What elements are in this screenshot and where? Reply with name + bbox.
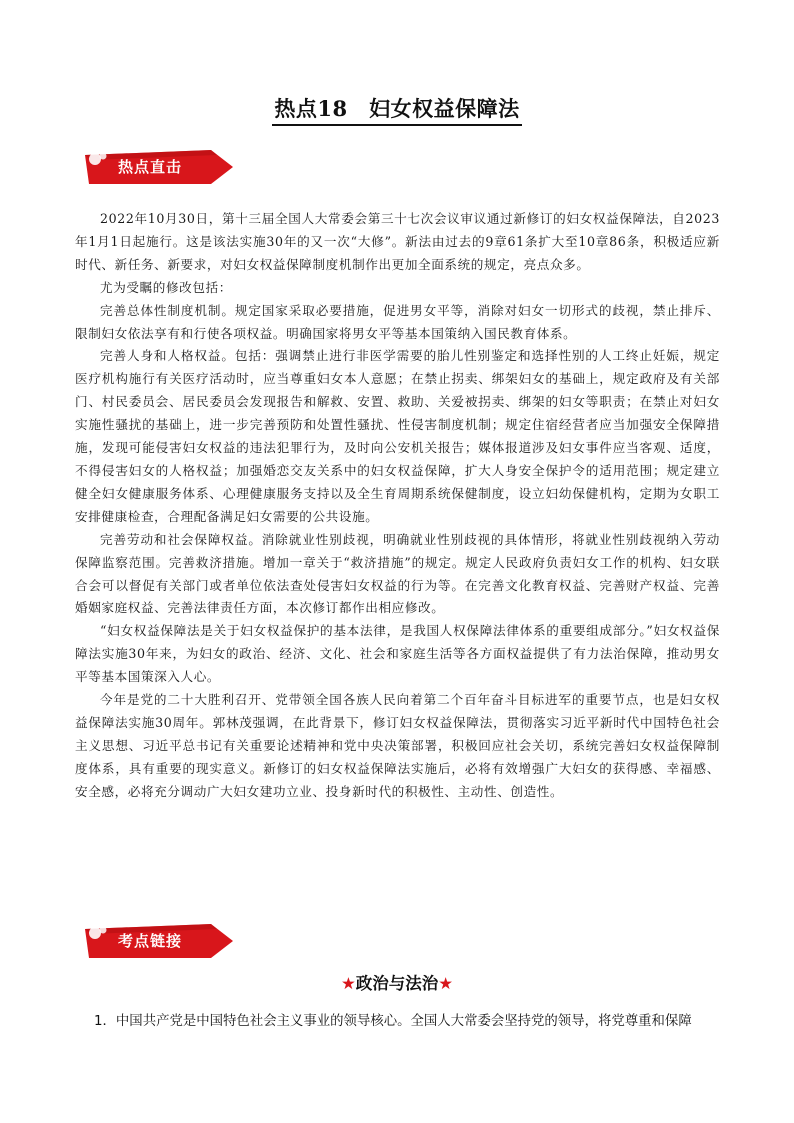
section-banner-links-label: 考点链接 [117,932,182,950]
paragraph-3: 完善总体性制度机制。规定国家采取必要措施，促进男女平等，消除对妇女一切形式的歧视，禁止排斥、限制妇女依法享有和行使各项权益。明确国家将男女平等基本国策纳入国民教育体系。 [75,302,720,341]
page-title-text: 热点18 妇女权益保障法 [272,96,521,126]
sub-heading [0,970,794,994]
paragraph-2: 尤为受瞩的修改包括： [100,279,232,295]
page-title [0,96,794,126]
star-icon: ★ [340,974,356,993]
paragraph-6: “妇女权益保障法是关于妇女权益保护的基本法律，是我国人权保障法律体系的重要组成部分。”妇女权益保障法实施30年来，为妇女的政治、经济、文化、社会和家庭生活等各方面权益提供了有力法治保障，推动男女平等基本国策深入人心。 [75,623,720,685]
paragraph-1: 2022年10月30日，第十三届全国人大常委会第三十七次会议审议通过新修订的妇女权益保障法，自2023年1月1日起施行。这是该法实施30年的又一次“大修”。新法由过去的9章61条扩大至10章86条，积极适应新时代、新任务、新要求，对妇女权益保障制度机制作出更加全面系统的规定，亮点众多。 [75,211,720,272]
paragraph-7: 今年是党的二十大胜利召开、党带领全国各族人民向着第二个百年奋斗目标进军的重要节点，也是妇女权益保障法实施30周年。郭林茂强调，在此背景下，修订妇女权益保障法，贯彻落实习近平新时代中国特色社会主义思想、习近平总书记有关重要论述精神和党中央决策部署，积极回应社会关切，系统完善妇女权益保障制度体系，具有重要的现实意义。新修订的妇女权益保障法实施后，必将有效增强广大妇女的获得感、幸福感、安全感，必将充分调动广大妇女建功立业、投身新时代的积极性、主动性、创造性。 [75,692,720,799]
star-icon: ★ [438,974,454,993]
section-banner-hotspot-label: 热点直击 [117,158,182,176]
paragraph-5: 完善劳动和社会保障权益。消除就业性别歧视，明确就业性别歧视的具体情形，将就业性别歧视纳入劳动保障监察范围。完善救济措施。增加一章关于“救济措施”的规定。规定人民政府负责妇女工作的机构、妇女联合会可以督促有关部门或者单位依法查处侵害妇女权益的行为等。在完善文化教育权益、完善财产权益、完善婚姻家庭权益、完善法律责任方面，本次修订都作出相应修改。 [75,531,720,616]
article-body [75,208,720,804]
sub-heading-text: 政治与法治 [355,974,439,993]
list-item: 1．中国共产党是中国特色社会主义事业的领导核心。全国人大常委会坚持党的领导，将党尊重和保障 [94,1014,692,1029]
section-banner-links [85,924,233,958]
section-banner-hotspot [85,150,233,184]
paragraph-4: 完善人身和人格权益。包括：强调禁止进行非医学需要的胎儿性别鉴定和选择性别的人工终止妊娠，规定医疗机构施行有关医疗活动时，应当尊重妇女本人意愿；在禁止拐卖、绑架妇女的基础上，规定政府及有关部门、村民委员会、居民委员会发现报告和解救、安置、救助、关爱被拐卖、绑架的妇女等职责；在禁止对妇女实施性骚扰的基础上，进一步完善预防和处置性骚扰、性侵害制度机制；规定住宿经营者应当加强安全保障措施，发现可能侵害妇女权益的违法犯罪行为，及时向公安机关报告；媒体报道涉及妇女事件应当客观、适度，不得侵害妇女的人格权益；加强婚恋交友关系中的妇女权益保障，扩大人身安全保护令的适用范围；规定建立健全妇女健康服务体系、心理健康服务支持以及全生育周期系统保健制度，设立妇幼保健机构，定期为女职工安排健康检查，合理配备满足妇女需要的公共设施。 [75,348,720,524]
